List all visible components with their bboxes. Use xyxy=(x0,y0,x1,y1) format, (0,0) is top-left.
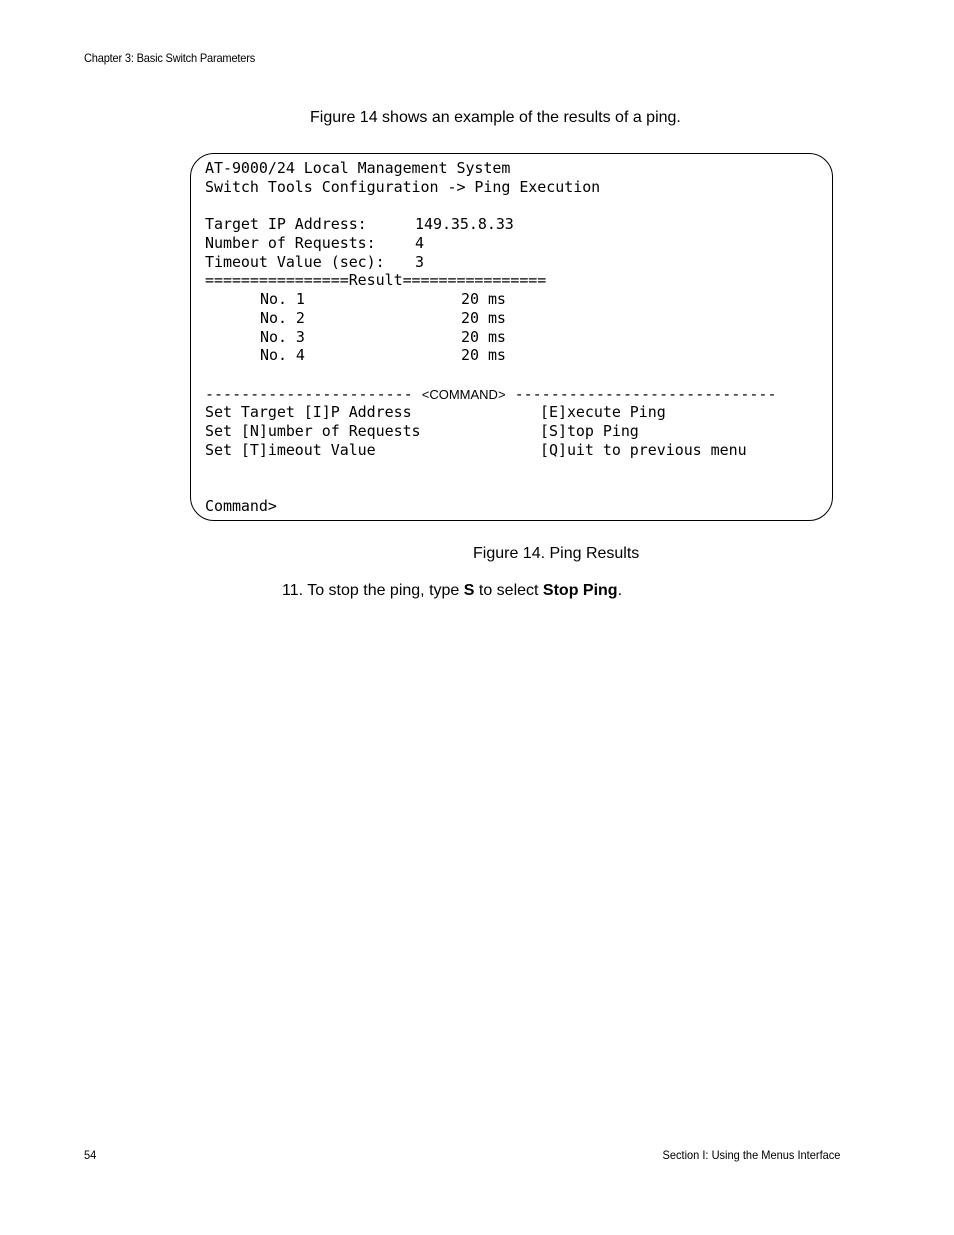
command-prompt: Command> xyxy=(205,497,277,515)
terminal-title-line2: Switch Tools Configuration -> Ping Execution xyxy=(205,178,601,196)
field-target-ip-value: 149.35.8.33 xyxy=(415,215,514,233)
result-value-3: 20 ms xyxy=(461,328,506,346)
command-divider-right: ----------------------------- xyxy=(514,385,777,403)
result-divider: ================Result================ xyxy=(205,271,547,289)
result-label-1: No. 1 xyxy=(260,290,305,308)
command-set-ip: Set Target [I]P Address xyxy=(205,403,412,421)
command-execute-ping: [E]xecute Ping xyxy=(540,403,666,421)
instruction-step xyxy=(282,582,622,600)
command-stop-ping: [S]top Ping xyxy=(540,422,639,440)
intro-paragraph: Figure 14 shows an example of the results of a ping. xyxy=(310,109,681,126)
result-label-4: No. 4 xyxy=(260,346,305,364)
step-prefix: 11. To stop the ping, type xyxy=(282,582,464,599)
field-num-requests-value: 4 xyxy=(415,234,424,252)
step-key: S xyxy=(463,582,475,599)
result-label-3: No. 3 xyxy=(260,328,305,346)
command-divider-left: ----------------------- xyxy=(205,385,413,403)
field-target-ip-label: Target IP Address: xyxy=(205,215,367,233)
command-divider-label: <COMMAND> xyxy=(421,387,506,402)
step-middle: to select xyxy=(474,582,543,599)
page-number: 54 xyxy=(84,1148,97,1162)
command-divider xyxy=(205,385,776,404)
field-timeout-value: 3 xyxy=(415,253,424,271)
result-value-2: 20 ms xyxy=(461,309,506,327)
command-quit: [Q]uit to previous menu xyxy=(540,441,747,459)
command-set-timeout: Set [T]imeout Value xyxy=(205,441,376,459)
terminal-title-line1: AT-9000/24 Local Management System xyxy=(205,159,511,177)
step-suffix: . xyxy=(617,582,623,599)
command-set-requests: Set [N]umber of Requests xyxy=(205,422,421,440)
result-value-4: 20 ms xyxy=(461,346,506,364)
result-label-2: No. 2 xyxy=(260,309,305,327)
field-timeout-label: Timeout Value (sec): xyxy=(205,253,385,271)
footer-section-title: Section I: Using the Menus Interface xyxy=(662,1148,840,1162)
figure-caption: Figure 14. Ping Results xyxy=(473,545,640,562)
field-num-requests-label: Number of Requests: xyxy=(205,234,376,252)
chapter-header: Chapter 3: Basic Switch Parameters xyxy=(84,51,256,65)
step-action: Stop Ping xyxy=(542,582,618,599)
result-value-1: 20 ms xyxy=(461,290,506,308)
